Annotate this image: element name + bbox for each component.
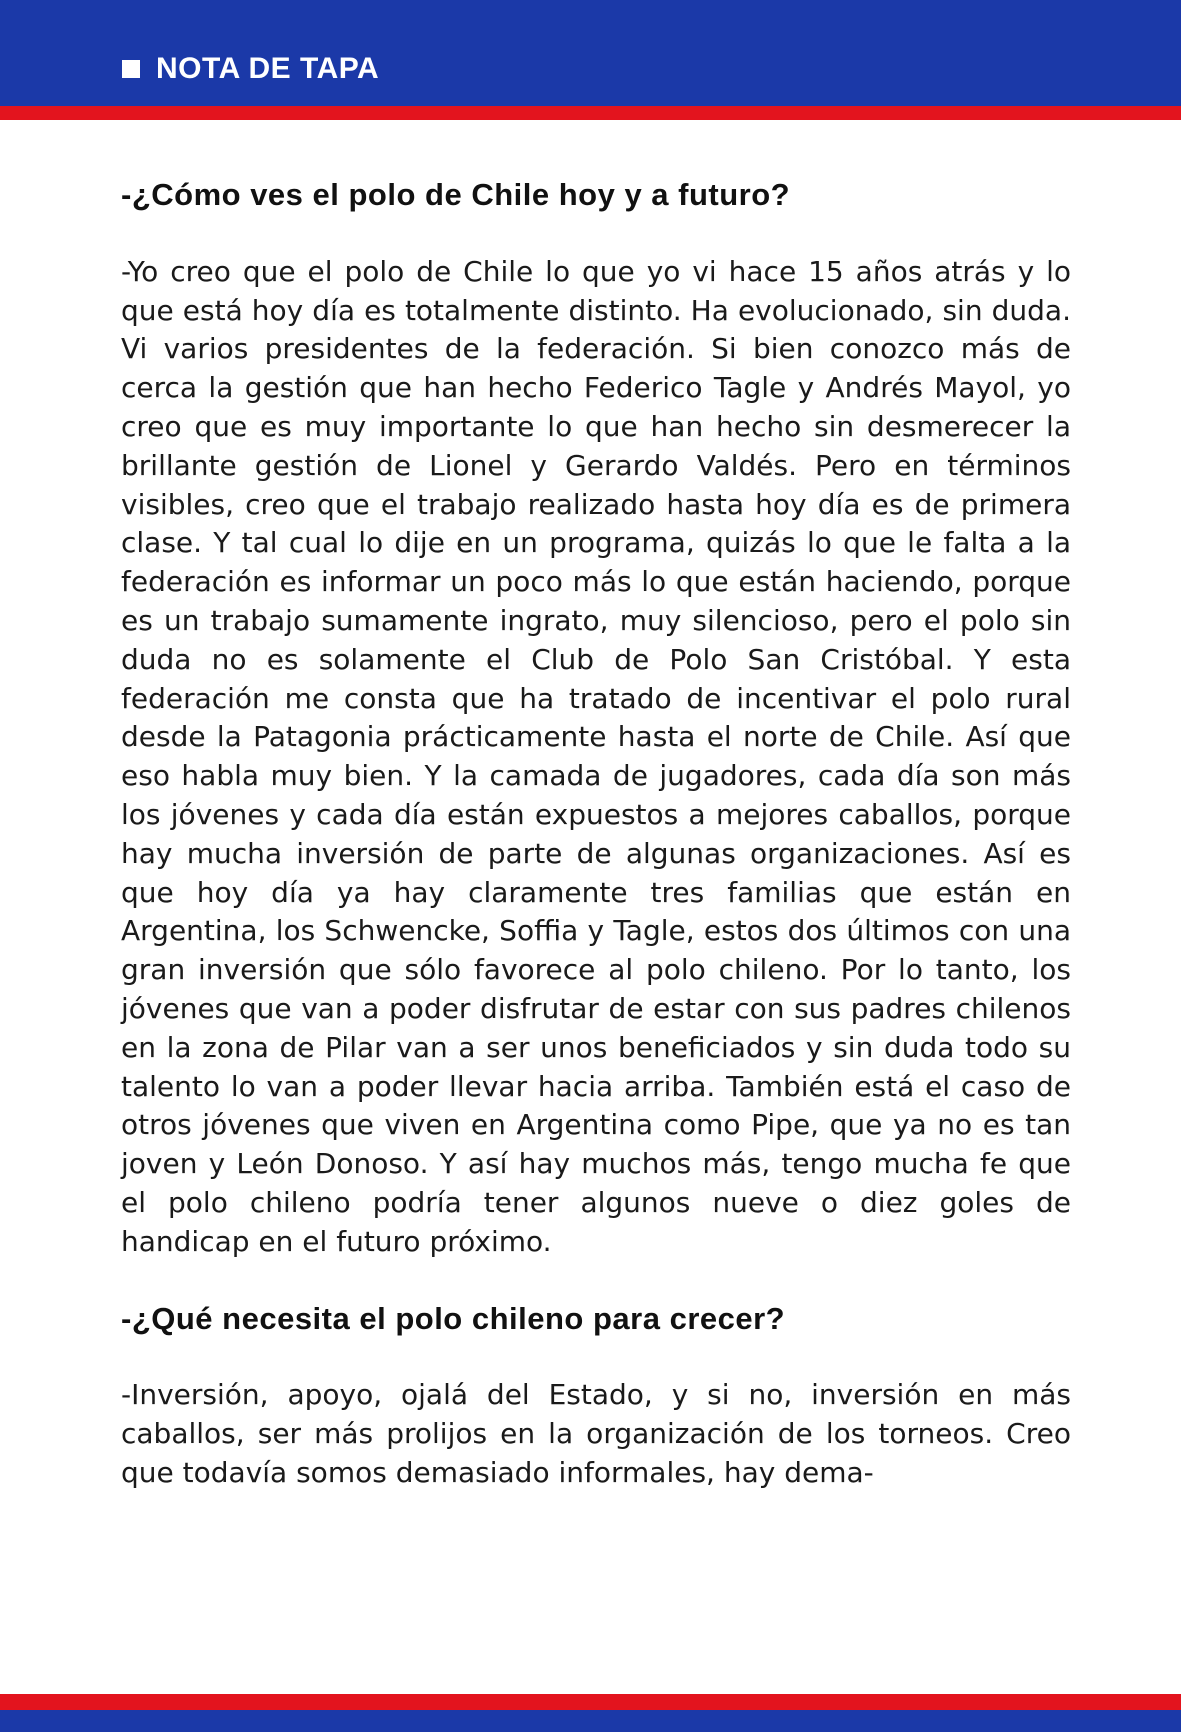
footer-red-stripe bbox=[0, 1694, 1181, 1710]
article-body bbox=[121, 0, 1071, 1493]
footer-bar bbox=[0, 1710, 1181, 1732]
section-label-text: NOTA DE TAPA bbox=[156, 52, 380, 85]
interview-question-2: -¿Qué necesita el polo chileno para crecer? bbox=[121, 1300, 786, 1336]
interview-answer-2: -Inversión, apoyo, ojalá del Estado, y si no, inversión en más caballos, ser más prolijos en la organización de los torneos. Creo que todavía somos demasiado informales, hay dema- bbox=[121, 1378, 1071, 1489]
interview-answer-1: -Yo creo que el polo de Chile lo que yo vi hace 15 años atrás y lo que está hoy día es totalmente distinto. Ha evolucionado, sin duda. Vi varios presidentes de la federación. Si bien conozco más de cerca la gestión que han hecho Federico Tagle y Andrés Mayol, yo creo que es muy importante lo que han hecho sin desmerecer la brillante gestión de Lionel y Gerardo Valdés. Pero en términos visibles, creo que el trabajo realizado hasta hoy día es de primera clase. Y tal cual lo dije en un programa, quizás lo que le falta a la federación es informar un poco más lo que están haciendo, porque es un trabajo sumamente ingrato, muy silencioso, pero el polo sin duda no es solamente el Club de Polo San Cristóbal. Y esta federación me consta que ha tratado de incentivar el polo rural desde la Patagonia prácticamente hasta el norte de Chile. Así que eso habla muy bien. Y la camada de jugadores, cada día son más los jóvenes y cada día están expuestos a mejores caballos, porque hay mucha inversión de parte de algunas organizaciones. Así es que hoy día ya hay claramente tres familias que están en Argentina, los Schwencke, Soffia y Tagle, estos dos últimos con una gran inversión que sólo favorece al polo chileno. Por lo tanto, los jóvenes que van a poder disfrutar de estar con sus padres chilenos en la zona de Pilar van a ser unos beneficiados y sin duda todo su talento lo van a poder llevar hacia arriba. También está el caso de otros jóvenes que viven en Argentina como Pipe, que ya no es tan joven y León Donoso. Y así hay muchos más, tengo mucha fe que el polo chileno podría tener algunos nueve o diez goles de handicap en el futuro próximo. bbox=[121, 254, 1071, 1258]
interview-question-1: -¿Cómo ves el polo de Chile hoy y a futuro? bbox=[121, 177, 791, 212]
